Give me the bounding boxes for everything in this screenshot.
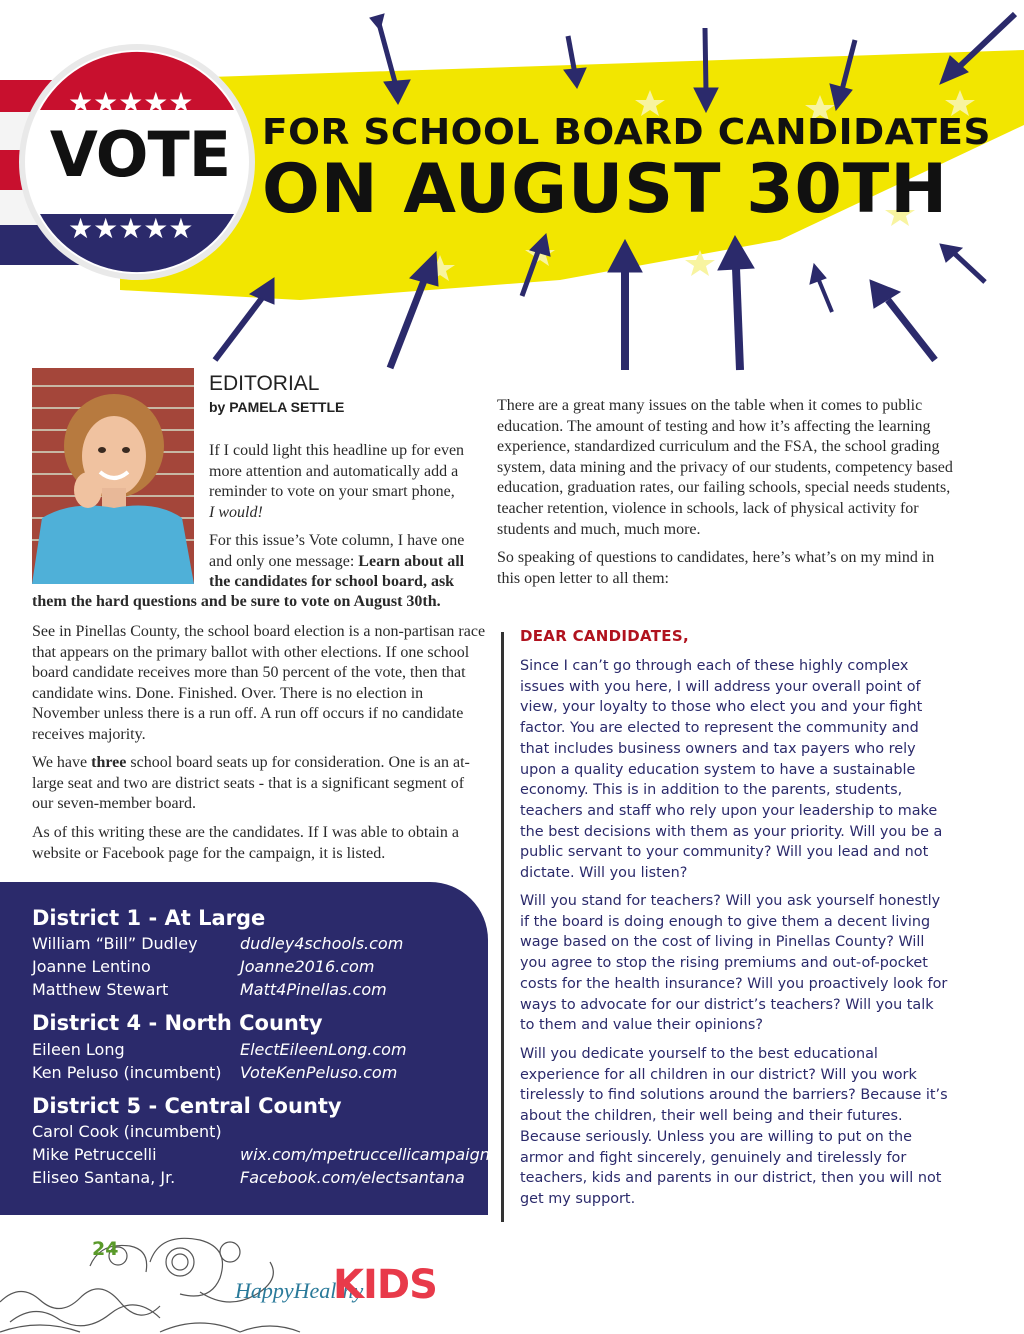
candidate-name: Eliseo Santana, Jr. bbox=[32, 1168, 176, 1187]
candidate-website[interactable]: wix.com/mpetruccellicampaign bbox=[240, 1145, 490, 1164]
editorial-paragraph-2 bbox=[209, 531, 484, 593]
logo-script: HappyHealthy bbox=[235, 1278, 364, 1303]
district-1-title: District 1 - At Large bbox=[32, 906, 266, 930]
headline-line2: ON AUGUST 30TH bbox=[262, 150, 949, 229]
svg-text:★★★★★: ★★★★★ bbox=[68, 86, 194, 119]
candidate-website[interactable]: ElectEileenLong.com bbox=[240, 1040, 407, 1059]
editorial-paragraph-4 bbox=[32, 753, 487, 815]
candidate-name: Eileen Long bbox=[32, 1040, 125, 1059]
arrow-icon bbox=[810, 264, 832, 312]
vote-badge-text: VOTE bbox=[49, 118, 231, 191]
key-message: Learn about all the candidates for school board, ask bbox=[209, 552, 465, 591]
candidate-website[interactable]: Matt4Pinellas.com bbox=[240, 980, 387, 999]
arrow-icon bbox=[940, 244, 985, 282]
editorial-paragraph-3: See in Pinellas County, the school board election is a non-partisan race that appears on the primary ballot with other elections. If one school board candidate receives more than 50 percent of the vote, then that candidate wins. Done. Finished. Over. There is no election in November unless there is a run off. A run off occurs if no candidate receives majority. bbox=[32, 623, 486, 743]
arrow-icon bbox=[870, 280, 935, 360]
candidate-name: Matthew Stewart bbox=[32, 980, 169, 999]
byline: by PAMELA SETTLE bbox=[209, 399, 345, 415]
letter-paragraph-1: Since I can’t go through each of these highly complex issues with you here, I will address your overall point of view, your loyalty to those who elect you and your fight factor. You are elected to represent the community and that includes business owners and tax payers who rely upon a quality education system to have a sustainable economy. This is in addition to the parents, students, teachers and staff who rely upon your leadership to make the best decisions with them as your priority. Will you be a public servant to your community? Will you lead and not dictate. Will you listen? bbox=[520, 658, 943, 882]
paragraph-text: For this issue’s Vote column, I have one and only one message: bbox=[209, 532, 465, 570]
svg-text:★★★★★: ★★★★★ bbox=[68, 212, 194, 245]
paragraph-text: school board seats up for consideration. One is an at-large seat and two are district seats - that is a significant segment of our seven-member board. bbox=[32, 754, 470, 813]
candidate-website[interactable]: dudley4schools.com bbox=[240, 934, 404, 953]
section-label: EDITORIAL bbox=[209, 372, 320, 395]
paragraph-text: If I could light this headline up for even more attention and automatically add a reminder to vote on your smart phone, bbox=[209, 442, 465, 501]
candidate-name: Carol Cook (incumbent) bbox=[32, 1122, 222, 1141]
candidate-website[interactable]: VoteKenPeluso.com bbox=[240, 1063, 398, 1082]
candidate-name: Mike Petruccelli bbox=[32, 1145, 157, 1164]
emphasis-text: I would! bbox=[209, 503, 263, 521]
letter-paragraph-3: Will you dedicate yourself to the best educational experience for all children in our district? Will you work tirelessly to find solutions around the barriers? Because it’s about the children, their well being and their futures. Because seriously. Unless you are willing to put on the armor and fight sincerely, genuinely and tirelessly for teachers, kids and parents in our district, then you will not get my support. bbox=[520, 1046, 948, 1207]
editorial-paragraph-1 bbox=[209, 441, 484, 523]
candidate-name: Joanne Lentino bbox=[32, 957, 151, 976]
column-divider bbox=[501, 632, 504, 1222]
author-photo bbox=[32, 368, 194, 584]
candidate-website[interactable]: Facebook.com/electsantana bbox=[240, 1168, 465, 1187]
page-number: 24 bbox=[92, 1238, 119, 1260]
headline-line1: FOR SCHOOL BOARD CANDIDATES bbox=[262, 112, 991, 153]
paragraph-text: We have bbox=[32, 754, 88, 771]
right-column-paragraph-2: So speaking of questions to candidates, here’s what’s on my mind in this open letter to all them: bbox=[497, 549, 935, 587]
arrow-icon bbox=[718, 236, 754, 370]
candidate-website[interactable]: Joanne2016.com bbox=[240, 957, 375, 976]
vote-banner bbox=[0, 0, 1024, 380]
letter-greeting: DEAR CANDIDATES, bbox=[520, 627, 689, 645]
letter-paragraph-2: Will you stand for teachers? Will you ask yourself honestly if the board is doing enough to give them a decent living wage based on the cost of living in Pinellas County? Will you agree to stop the rising premiums and out-of-pocket costs for the health insurance? Will you proactively look for ways to advocate for our district’s teachers? Will you talk to them and value their opinions? bbox=[520, 893, 948, 1034]
district-5-title: District 5 - Central County bbox=[32, 1094, 342, 1118]
editorial-paragraph-5: As of this writing these are the candidates. If I was able to obtain a website or Facebook page for the campaign, it is listed. bbox=[32, 824, 459, 862]
logo-kids: KIDS bbox=[333, 1262, 437, 1308]
bold-word: three bbox=[91, 754, 127, 771]
district-4-title: District 4 - North County bbox=[32, 1011, 323, 1035]
candidate-name: William “Bill” Dudley bbox=[32, 934, 198, 953]
candidate-name: Ken Peluso (incumbent) bbox=[32, 1063, 222, 1082]
key-message-continued: them the hard questions and be sure to vote on August 30th. bbox=[32, 593, 441, 610]
right-column-paragraph-1: There are a great many issues on the table when it comes to public education. The amount of testing and how it’s affecting the learning experience, standardized curriculum and the FSA, the school grading system, data mining and the privacy of our students, competency based education, graduation rates, our failing schools, special needs students, teacher retention, violence in schools, lack of physical activity for students and much, much more. bbox=[497, 397, 953, 538]
